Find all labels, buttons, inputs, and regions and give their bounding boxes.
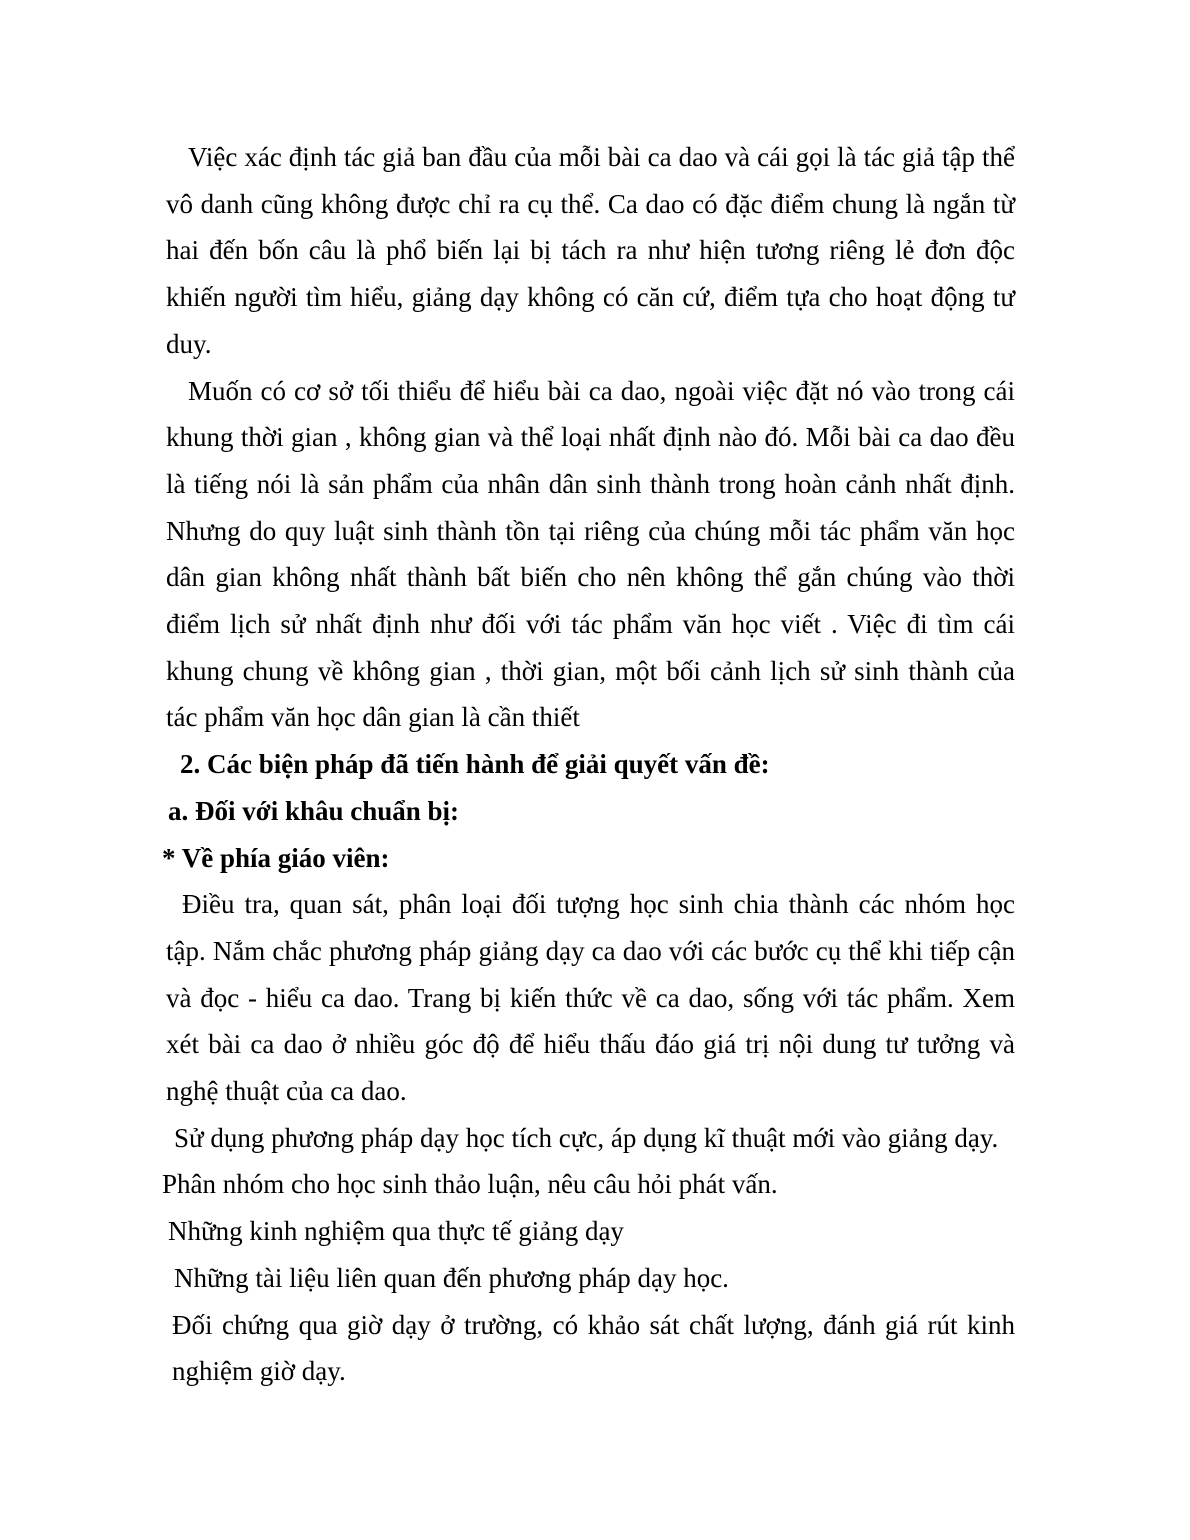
- paragraph-author-identification: Việc xác định tác giả ban đầu của mỗi bài ca dao và cái gọi là tác giả tập thể vô danh cũng không được chỉ ra cụ thể. Ca dao có đặc điểm chung là ngắn từ hai đến bốn câu là phổ biến lại bị tách ra như hiện tương riêng lẻ đơn độc khiến người tìm hiểu, giảng dạy không có căn cứ, điểm tựa cho hoạt động tư duy.: [166, 142, 1015, 359]
- paragraph-context-framework: Muốn có cơ sở tối thiểu để hiểu bài ca dao, ngoài việc đặt nó vào trong cái khung thời gian , không gian và thể loại nhất định nào đó. Mỗi bài ca dao đều là tiếng nói là sản phẩm của nhân dân sinh thành trong hoàn cảnh nhất định. Nhưng do quy luật sinh thành tồn tại riêng của chúng mỗi tác phẩm văn học dân gian không nhất thành bất biến cho nên không thể gắn chúng vào thời điểm lịch sử nhất định như đối với tác phẩm văn học viết . Việc đi tìm cái khung chung về không gian , thời gian, một bối cảnh lịch sử sinh thành của tác phẩm văn học dân gian là cần thiết: [166, 375, 1015, 733]
- list-item-materials: Những tài liệu liên quan đến phương pháp dạy học.: [174, 1262, 729, 1293]
- heading-section-2: 2. Các biện pháp đã tiến hành để giải quyết vấn đề:: [180, 749, 770, 780]
- paragraph-active-methods: Sử dụng phương pháp dạy học tích cực, áp dụng kĩ thuật mới vào giảng dạy. Phân nhóm cho học sinh thảo luận, nêu câu hỏi phát vấn.: [162, 1122, 999, 1200]
- paragraph-comparison: Đối chứng qua giờ dạy ở trường, có khảo sát chất lượng, đánh giá rút kinh nghiệm giờ dạy.: [172, 1309, 1015, 1387]
- document-body: [162, 134, 1015, 1395]
- heading-preparation: a. Đối với khâu chuẩn bị:: [168, 795, 460, 826]
- heading-teacher-side: * Về phía giáo viên:: [162, 842, 390, 873]
- list-item-experience: Những kinh nghiệm qua thực tế giảng dạy: [168, 1216, 624, 1247]
- paragraph-teacher-survey: Điều tra, quan sát, phân loại đối tượng học sinh chia thành các nhóm học tập. Nắm chắc phương pháp giảng dạy ca dao với các bước cụ thể khi tiếp cận và đọc - hiểu ca dao. Trang bị kiến thức về ca dao, sống với tác phẩm. Xem xét bài ca dao ở nhiều góc độ để hiểu thấu đáo giá trị nội dung tư tưởng và nghệ thuật của ca dao.: [166, 889, 1015, 1107]
